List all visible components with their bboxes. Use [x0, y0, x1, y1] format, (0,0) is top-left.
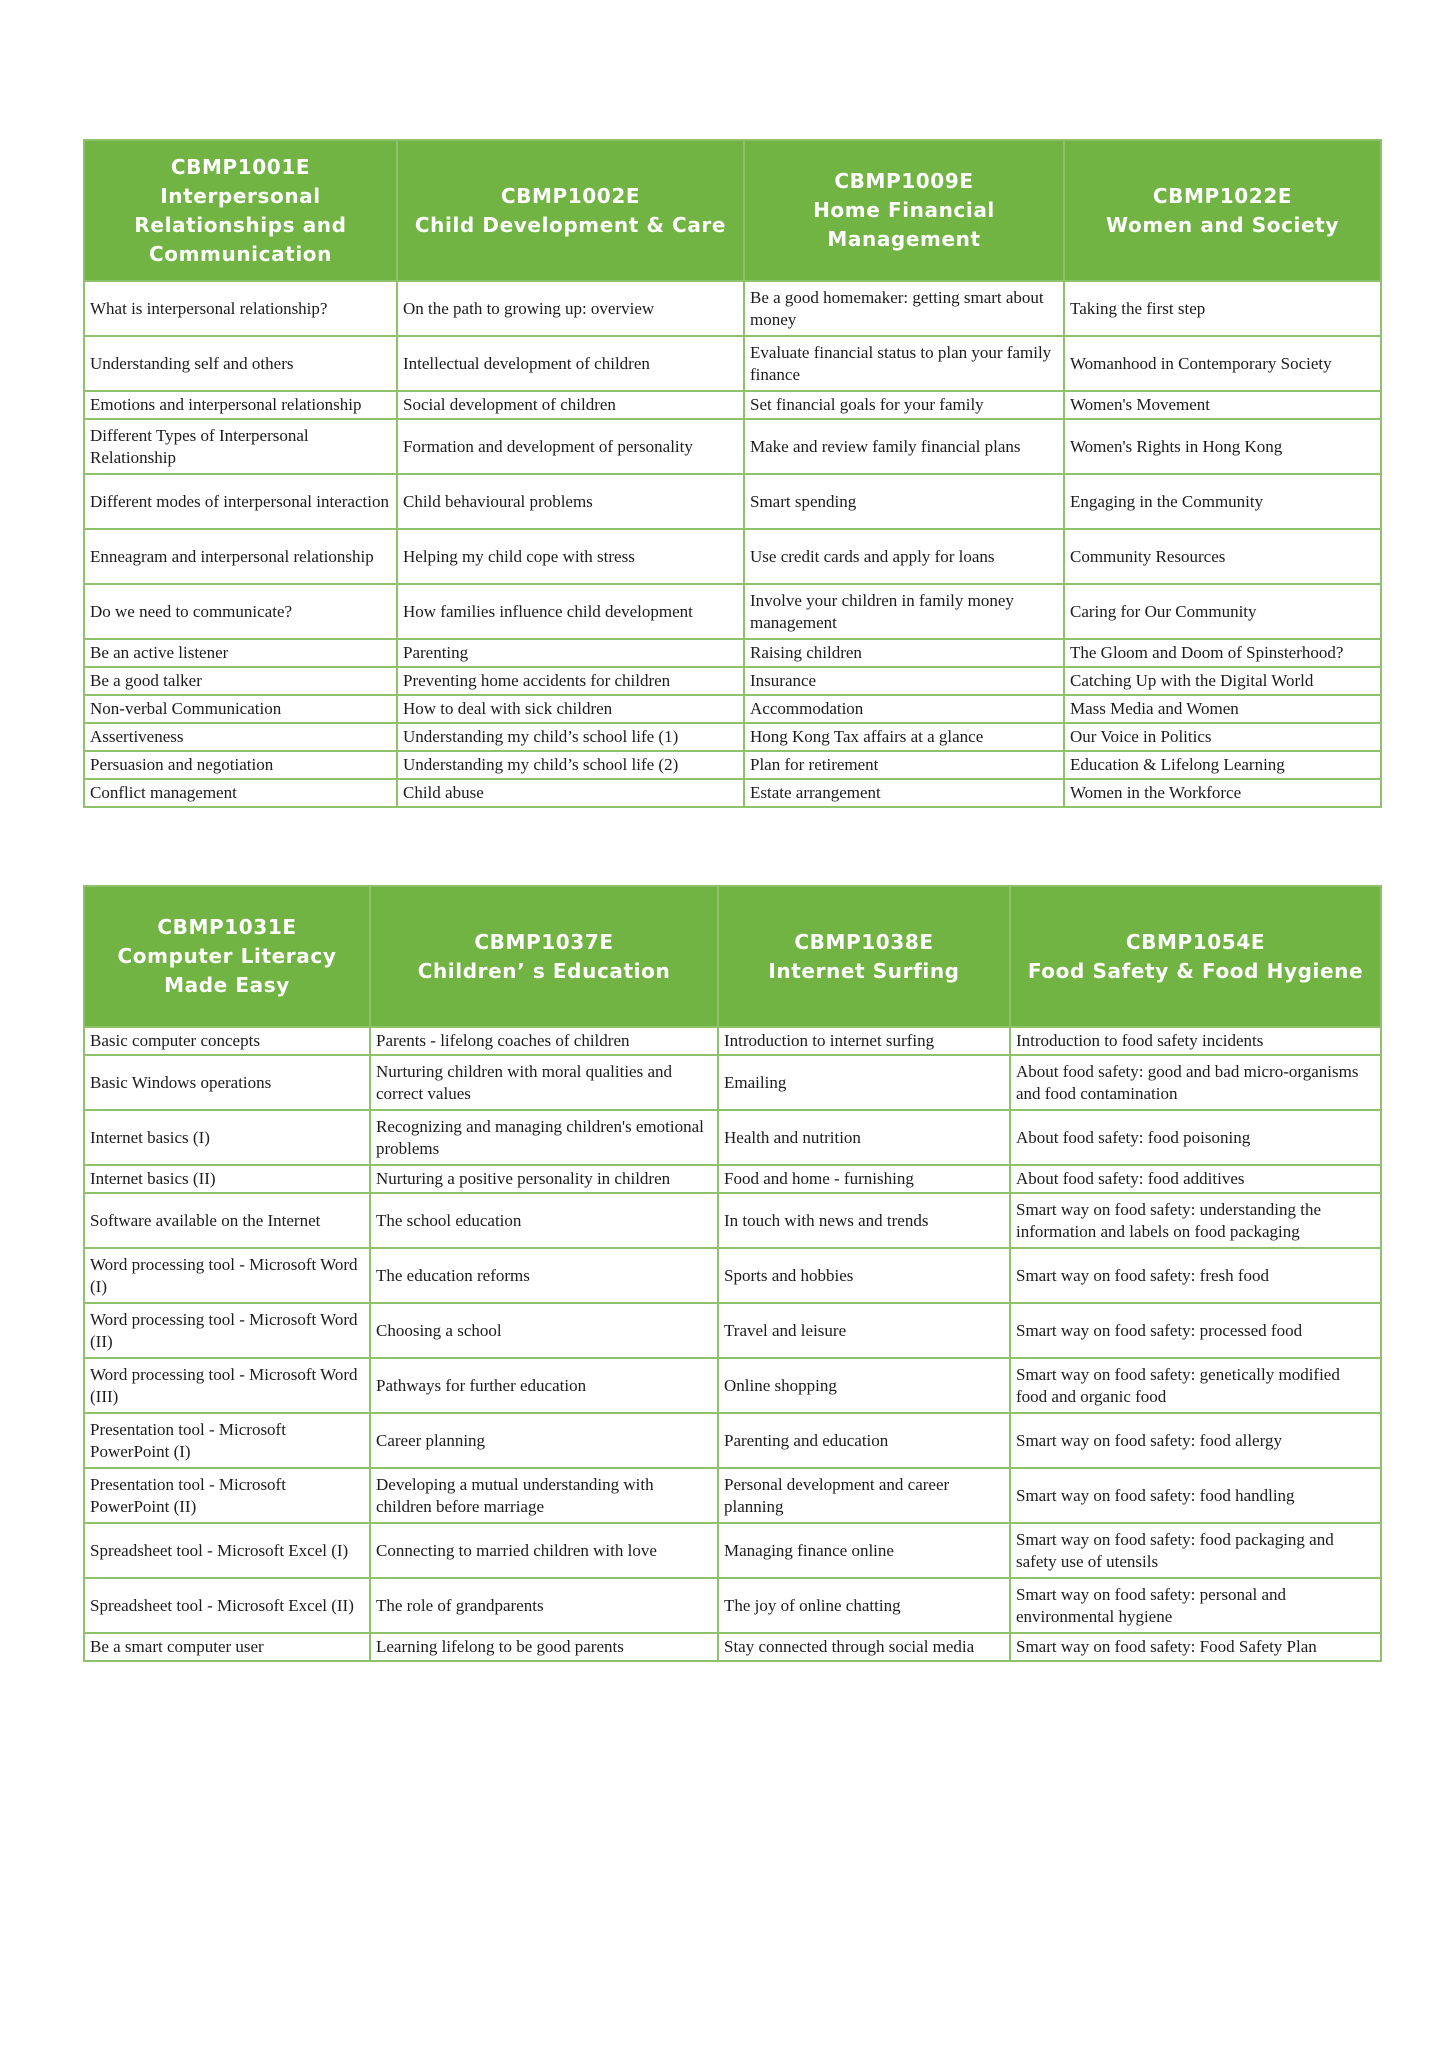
course-table-2	[83, 885, 1382, 1662]
table-cell: Understanding my child’s school life (1)	[397, 723, 744, 751]
course-header	[1010, 886, 1381, 1027]
table-cell: Online shopping	[718, 1358, 1010, 1413]
table-cell: Managing finance online	[718, 1523, 1010, 1578]
table-row	[84, 695, 1381, 723]
table-cell: Introduction to internet surfing	[718, 1027, 1010, 1055]
table-cell: The Gloom and Doom of Spinsterhood?	[1064, 639, 1381, 667]
table-cell: Smart way on food safety: understanding the information and labels on food packaging	[1010, 1193, 1381, 1248]
table-cell: Intellectual development of children	[397, 336, 744, 391]
table-cell: Make and review family financial plans	[744, 419, 1064, 474]
table-row	[84, 1358, 1381, 1413]
table-cell: Recognizing and managing children's emotional problems	[370, 1110, 718, 1165]
table-row	[84, 474, 1381, 529]
table-cell: Smart spending	[744, 474, 1064, 529]
table-cell: Education & Lifelong Learning	[1064, 751, 1381, 779]
course-code: CBMP1031E	[157, 915, 297, 939]
table-row	[84, 1248, 1381, 1303]
table-cell: Nurturing children with moral qualities and correct values	[370, 1055, 718, 1110]
table-cell: Insurance	[744, 667, 1064, 695]
table-cell: Choosing a school	[370, 1303, 718, 1358]
table-cell: Smart way on food safety: Food Safety Plan	[1010, 1633, 1381, 1661]
course-topics	[84, 1027, 1381, 1661]
table-row	[84, 1523, 1381, 1578]
table-cell: Hong Kong Tax affairs at a glance	[744, 723, 1064, 751]
table-cell: Helping my child cope with stress	[397, 529, 744, 584]
table-cell: Smart way on food safety: genetically modified food and organic food	[1010, 1358, 1381, 1413]
course-title: Women and Society	[1106, 212, 1339, 237]
table-row	[84, 1468, 1381, 1523]
table-cell: Spreadsheet tool - Microsoft Excel (II)	[84, 1578, 370, 1633]
table-cell: Use credit cards and apply for loans	[744, 529, 1064, 584]
table-row	[84, 1303, 1381, 1358]
table-cell: About food safety: good and bad micro-organisms and food contamination	[1010, 1055, 1381, 1110]
table-cell: Software available on the Internet	[84, 1193, 370, 1248]
table-row	[84, 1193, 1381, 1248]
table-cell: Presentation tool - Microsoft PowerPoint (I)	[84, 1413, 370, 1468]
table-cell: Smart way on food safety: food handling	[1010, 1468, 1381, 1523]
course-code: CBMP1054E	[1125, 929, 1266, 954]
course-header	[744, 140, 1064, 281]
table-cell: Be a smart computer user	[84, 1633, 370, 1661]
table-row	[84, 1027, 1381, 1055]
table-row	[84, 391, 1381, 419]
table-cell: Emotions and interpersonal relationship	[84, 391, 397, 419]
table-cell: How families influence child development	[397, 584, 744, 639]
table-cell: Sports and hobbies	[718, 1248, 1010, 1303]
table-row	[84, 1055, 1381, 1110]
course-code: CBMP1037E	[474, 929, 614, 954]
table-cell: Internet basics (I)	[84, 1110, 370, 1165]
table-cell: Pathways for further education	[370, 1358, 718, 1413]
table-cell: Basic Windows operations	[84, 1055, 370, 1110]
table-cell: In touch with news and trends	[718, 1193, 1010, 1248]
course-code: CBMP1009E	[834, 169, 974, 193]
table-cell: Different modes of interpersonal interaction	[84, 474, 397, 529]
table-row	[84, 419, 1381, 474]
table-cell: Travel and leisure	[718, 1303, 1010, 1358]
table-cell: Do we need to communicate?	[84, 584, 397, 639]
table-cell: Personal development and career planning	[718, 1468, 1010, 1523]
table-row	[84, 667, 1381, 695]
table-cell: Be an active listener	[84, 639, 397, 667]
table-cell: About food safety: food additives	[1010, 1165, 1381, 1193]
table-cell: Preventing home accidents for children	[397, 667, 744, 695]
table-cell: Parents - lifelong coaches of children	[370, 1027, 718, 1055]
table-cell: On the path to growing up: overview	[397, 281, 744, 336]
header-row	[84, 886, 1381, 1027]
table-cell: Word processing tool - Microsoft Word (I)	[84, 1248, 370, 1303]
table-cell: Engaging in the Community	[1064, 474, 1381, 529]
course-header	[84, 886, 370, 1027]
table-cell: Developing a mutual understanding with children before marriage	[370, 1468, 718, 1523]
course-title: Interpersonal Relationships and Communication	[134, 183, 347, 266]
table-cell: Non-verbal Communication	[84, 695, 397, 723]
table-cell: Taking the first step	[1064, 281, 1381, 336]
table-cell: Introduction to food safety incidents	[1010, 1027, 1381, 1055]
table-cell: Word processing tool - Microsoft Word (II)	[84, 1303, 370, 1358]
header-row	[84, 140, 1381, 281]
table-cell: Emailing	[718, 1055, 1010, 1110]
table-cell: Social development of children	[397, 391, 744, 419]
table-cell: Be a good talker	[84, 667, 397, 695]
table-cell: How to deal with sick children	[397, 695, 744, 723]
table-cell: Be a good homemaker: getting smart about money	[744, 281, 1064, 336]
table-cell: Women's Rights in Hong Kong	[1064, 419, 1381, 474]
table-cell: Understanding self and others	[84, 336, 397, 391]
table-cell: Parenting	[397, 639, 744, 667]
table-cell: Evaluate financial status to plan your family finance	[744, 336, 1064, 391]
table-cell: Caring for Our Community	[1064, 584, 1381, 639]
table-cell: Catching Up with the Digital World	[1064, 667, 1381, 695]
table-cell: Child behavioural problems	[397, 474, 744, 529]
table-cell: Set financial goals for your family	[744, 391, 1064, 419]
table-cell: What is interpersonal relationship?	[84, 281, 397, 336]
table-cell: Enneagram and interpersonal relationship	[84, 529, 397, 584]
course-code: CBMP1001E	[170, 154, 311, 179]
table-cell: Word processing tool - Microsoft Word (III)	[84, 1358, 370, 1413]
table-cell: Internet basics (II)	[84, 1165, 370, 1193]
table-cell: About food safety: food poisoning	[1010, 1110, 1381, 1165]
course-code: CBMP1022E	[1152, 183, 1293, 208]
table-row	[84, 336, 1381, 391]
table-cell: Persuasion and negotiation	[84, 751, 397, 779]
table-cell: Food and home - furnishing	[718, 1165, 1010, 1193]
table-cell: Womanhood in Contemporary Society	[1064, 336, 1381, 391]
table-cell: Plan for retirement	[744, 751, 1064, 779]
table-cell: Estate arrangement	[744, 779, 1064, 807]
course-header	[1064, 140, 1381, 281]
course-header	[84, 140, 397, 281]
table-row	[84, 639, 1381, 667]
table-cell: Community Resources	[1064, 529, 1381, 584]
table-row	[84, 779, 1381, 807]
course-title: Home Financial Management	[813, 198, 995, 251]
table-cell: Assertiveness	[84, 723, 397, 751]
table-row	[84, 529, 1381, 584]
course-header	[370, 886, 718, 1027]
table-cell: Smart way on food safety: processed food	[1010, 1303, 1381, 1358]
table-cell: Conflict management	[84, 779, 397, 807]
table-cell: Formation and development of personality	[397, 419, 744, 474]
table-cell: Learning lifelong to be good parents	[370, 1633, 718, 1661]
course-code: CBMP1002E	[500, 183, 641, 208]
table-cell: Understanding my child’s school life (2)	[397, 751, 744, 779]
table-cell: Career planning	[370, 1413, 718, 1468]
table-cell: Spreadsheet tool - Microsoft Excel (I)	[84, 1523, 370, 1578]
table-row	[84, 281, 1381, 336]
table-row	[84, 1165, 1381, 1193]
table-cell: Parenting and education	[718, 1413, 1010, 1468]
table-cell: Stay connected through social media	[718, 1633, 1010, 1661]
table-cell: Nurturing a positive personality in children	[370, 1165, 718, 1193]
table-cell: The school education	[370, 1193, 718, 1248]
table-cell: Health and nutrition	[718, 1110, 1010, 1165]
course-title: Food Safety & Food Hygiene	[1027, 958, 1364, 983]
course-title: Children’ s Education	[417, 958, 671, 983]
table-row	[84, 723, 1381, 751]
table-cell: Smart way on food safety: food packaging and safety use of utensils	[1010, 1523, 1381, 1578]
table-cell: The role of grandparents	[370, 1578, 718, 1633]
table-row	[84, 1413, 1381, 1468]
course-header	[718, 886, 1010, 1027]
course-table-1	[83, 139, 1382, 808]
table-cell: Women's Movement	[1064, 391, 1381, 419]
table-cell: Different Types of Interpersonal Relationship	[84, 419, 397, 474]
course-title: Child Development & Care	[414, 212, 727, 237]
table-cell: Smart way on food safety: personal and environmental hygiene	[1010, 1578, 1381, 1633]
course-header	[397, 140, 744, 281]
table-cell: The joy of online chatting	[718, 1578, 1010, 1633]
table-cell: Presentation tool - Microsoft PowerPoint (II)	[84, 1468, 370, 1523]
course-topics	[84, 281, 1381, 807]
table-cell: Women in the Workforce	[1064, 779, 1381, 807]
table-cell: Basic computer concepts	[84, 1027, 370, 1055]
course-code: CBMP1038E	[794, 929, 934, 954]
table-cell: Involve your children in family money management	[744, 584, 1064, 639]
table-cell: The education reforms	[370, 1248, 718, 1303]
table-row	[84, 1578, 1381, 1633]
table-cell: Raising children	[744, 639, 1064, 667]
table-row	[84, 584, 1381, 639]
table-row	[84, 751, 1381, 779]
table-row	[84, 1633, 1381, 1661]
table-cell: Connecting to married children with love	[370, 1523, 718, 1578]
table-cell: Accommodation	[744, 695, 1064, 723]
table-row	[84, 1110, 1381, 1165]
table-cell: Child abuse	[397, 779, 744, 807]
table-cell: Our Voice in Politics	[1064, 723, 1381, 751]
table-cell: Smart way on food safety: fresh food	[1010, 1248, 1381, 1303]
course-title: Computer Literacy Made Easy	[117, 944, 337, 997]
table-cell: Smart way on food safety: food allergy	[1010, 1413, 1381, 1468]
table-cell: Mass Media and Women	[1064, 695, 1381, 723]
course-title: Internet Surfing	[768, 958, 960, 983]
